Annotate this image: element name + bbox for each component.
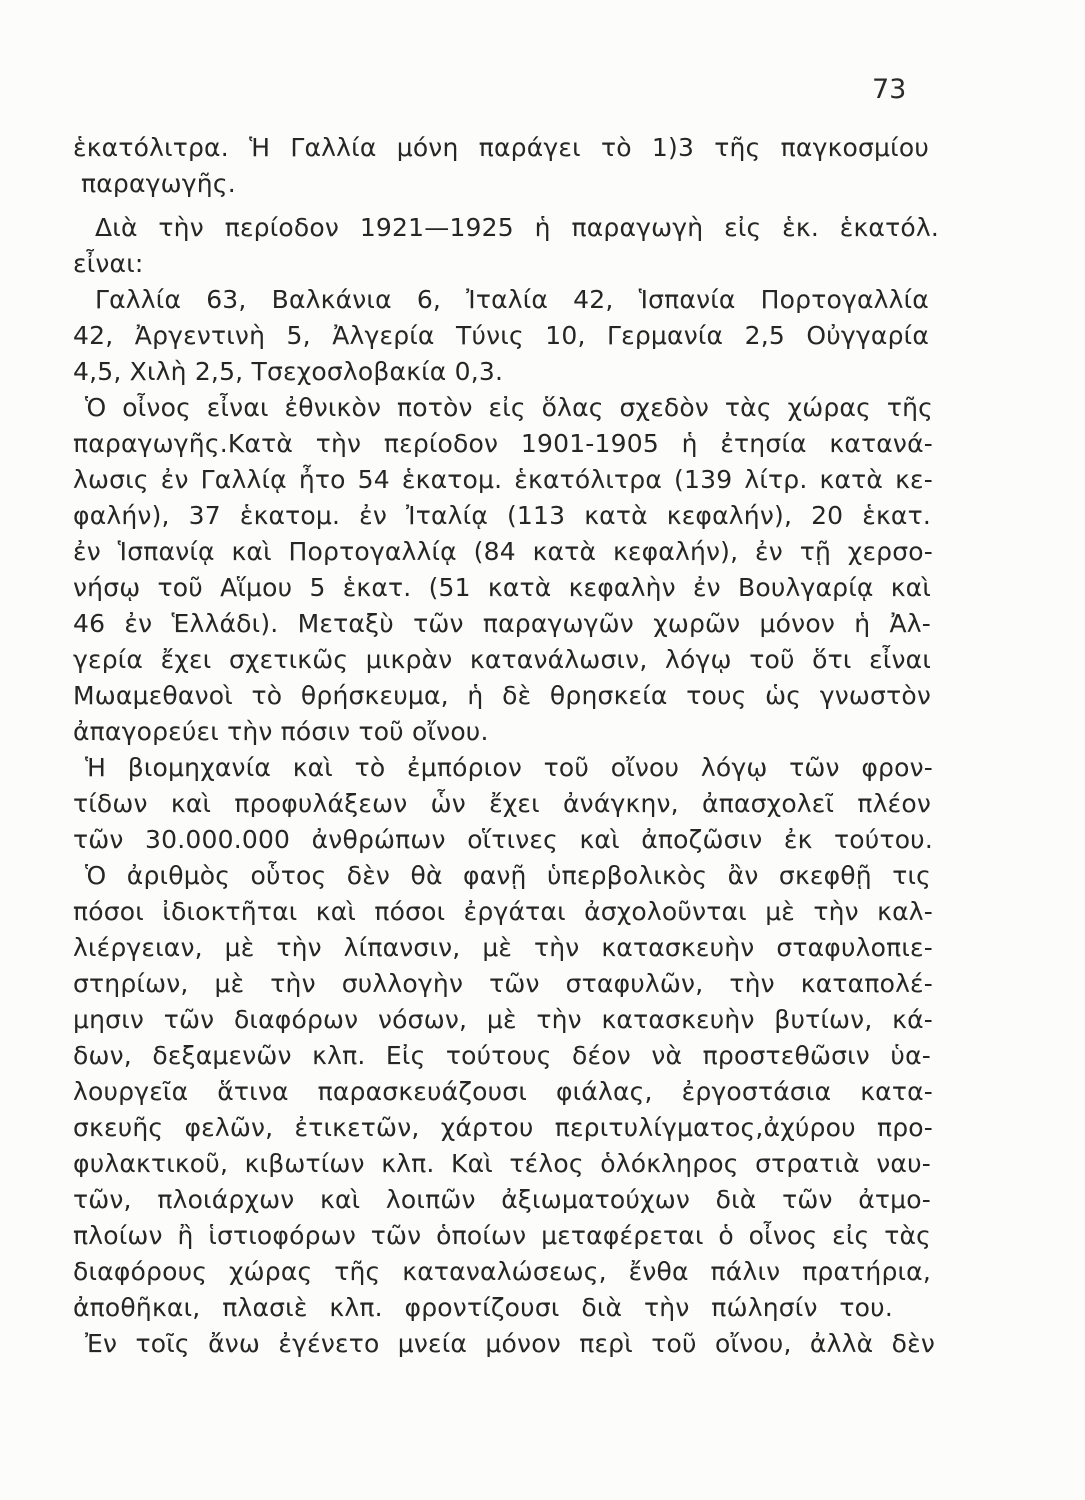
text-line: Διὰ τὴν περίοδον 1921—1925 ἡ παραγωγὴ εἰς ἑκ. ἑκατόλ.	[95, 213, 939, 242]
text-line: 46 ἐν Ἑλλάδι). Μεταξὺ τῶν παραγωγῶν χωρῶν μόνον ἡ Ἀλ-	[73, 609, 931, 638]
text-line: τῶν 30.000.000 ἀνθρώπων οἵτινες καὶ ἀποζῶσιν ἐκ τούτου.	[73, 825, 933, 854]
text-line: παραγωγῆς.Κατὰ τὴν περίοδον 1901-1905 ἡ ἐτησία κατανά-	[73, 429, 933, 458]
text-line: στηρίων, μὲ τὴν συλλογὴν τῶν σταφυλῶν, τὴν καταπολέ-	[73, 969, 933, 998]
text-line: γερία ἔχει σχετικῶς μικρὰν κατανάλωσιν, λόγῳ τοῦ ὅτι εἶναι	[73, 645, 931, 674]
page-number: 73	[872, 74, 907, 105]
text-line: τῶν, πλοιάρχων καὶ λοιπῶν ἀξιωματούχων διὰ τῶν ἀτμο-	[73, 1185, 931, 1214]
text-line: λιέργειαν, μὲ τὴν λίπανσιν, μὲ τὴν κατασκευὴν σταφυλοπιε-	[73, 933, 933, 962]
text-line: ἑκατόλιτρα. Ἡ Γαλλία μόνη παράγει τὸ 1)3 τῆς παγκοσμίου	[73, 133, 929, 162]
text-line: σκευῆς φελῶν, ἐτικετῶν, χάρτου περιτυλίγματος,ἀχύρου προ-	[73, 1113, 933, 1142]
text-line: ἀποθῆκαι, πλασιὲ κλπ. φροντίζουσι διὰ τὴν πώλησίν του.	[73, 1293, 893, 1322]
text-line: φαλήν), 37 ἑκατομ. ἐν Ἰταλίᾳ (113 κατὰ κεφαλήν), 20 ἑκατ.	[73, 501, 931, 530]
text-line: λωσις ἐν Γαλλίᾳ ἦτο 54 ἑκατομ. ἑκατόλιτρα (139 λίτρ. κατὰ κε-	[73, 465, 933, 494]
text-line: δων, δεξαμενῶν κλπ. Εἰς τούτους δέον νὰ προστεθῶσιν ὑα-	[73, 1041, 931, 1070]
text-line: Ἐν τοῖς ἄνω ἐγένετο μνεία μόνον περὶ τοῦ οἴνου, ἀλλὰ δὲν	[85, 1329, 935, 1358]
text-line: λουργεῖα ἅτινα παρασκευάζουσι φιάλας, ἐργοστάσια κατα-	[73, 1077, 933, 1106]
text-line: διαφόρους χώρας τῆς καταναλώσεως, ἔνθα πάλιν πρατήρια,	[73, 1257, 931, 1286]
text-line: Γαλλία 63, Βαλκάνια 6, Ἰταλία 42, Ἱσπανία Πορτογαλλία	[95, 285, 929, 314]
text-line: Ὁ ἀριθμὸς οὗτος δὲν θὰ φανῇ ὑπερβολικὸς ἂν σκεφθῇ τις	[85, 861, 931, 890]
text-line: 42, Ἀργεντινὴ 5, Ἀλγερία Τύνις 10, Γερμανία 2,5 Οὐγγαρία	[73, 321, 929, 350]
text-line: εἶναι:	[73, 249, 144, 278]
text-line: τίδων καὶ προφυλάξεων ὧν ἔχει ἀνάγκην, ἀπασχολεῖ πλέον	[73, 789, 931, 818]
text-line: Ἡ βιομηχανία καὶ τὸ ἐμπόριον τοῦ οἴνου λόγῳ τῶν φρον-	[85, 753, 933, 782]
text-line: Μωαμεθανοὶ τὸ θρήσκευμα, ἡ δὲ θρησκεία τους ὡς γνωστὸν	[73, 681, 931, 710]
text-line: νήσῳ τοῦ Αἵμου 5 ἑκατ. (51 κατὰ κεφαλὴν ἐν Βουλγαρίᾳ καὶ	[73, 573, 931, 602]
text-line: πόσοι ἰδιοκτῆται καὶ πόσοι ἐργάται ἀσχολοῦνται μὲ τὴν καλ-	[73, 897, 933, 926]
text-line: ἀπαγορεύει τὴν πόσιν τοῦ οἴνου.	[73, 717, 489, 746]
text-line: 4,5, Χιλὴ 2,5, Τσεχοσλοβακία 0,3.	[73, 357, 504, 386]
text-line: παραγωγῆς.	[81, 169, 236, 198]
text-line: φυλακτικοῦ, κιβωτίων κλπ. Καὶ τέλος ὁλόκληρος στρατιὰ ναυ-	[73, 1149, 931, 1178]
text-line: Ὁ οἶνος εἶναι ἐθνικὸν ποτὸν εἰς ὅλας σχεδὸν τὰς χώρας τῆς	[85, 393, 933, 422]
text-line: μησιν τῶν διαφόρων νόσων, μὲ τὴν κατασκευὴν βυτίων, κά-	[73, 1005, 933, 1034]
text-line: ἐν Ἱσπανίᾳ καὶ Πορτογαλλίᾳ (84 κατὰ κεφαλήν), ἐν τῇ χερσο-	[73, 537, 933, 566]
text-line: πλοίων ἢ ἱστιοφόρων τῶν ὁποίων μεταφέρεται ὁ οἶνος εἰς τὰς	[73, 1221, 931, 1250]
